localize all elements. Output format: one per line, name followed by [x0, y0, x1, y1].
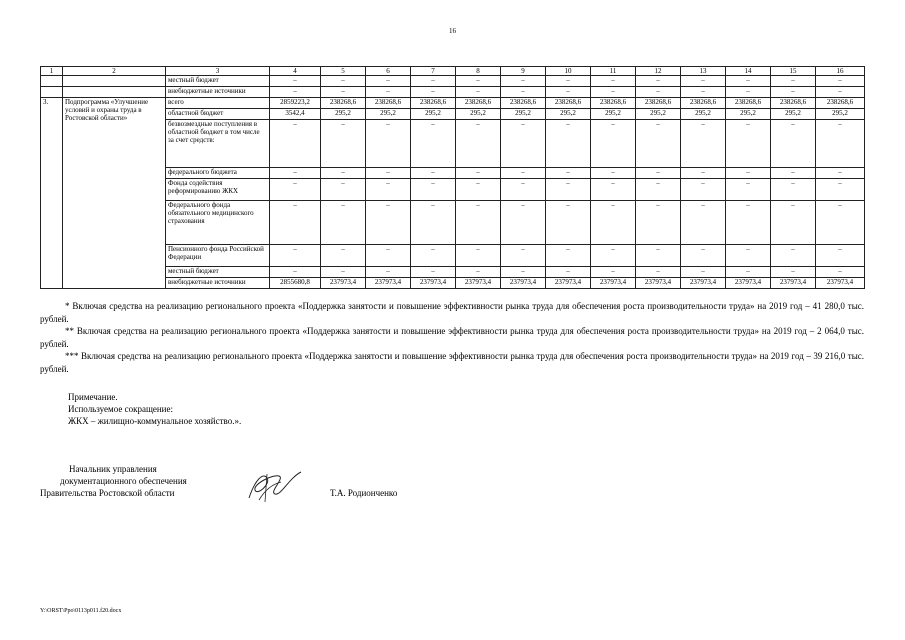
value-cell: –: [816, 179, 865, 201]
value-cell: 237973,4: [681, 278, 726, 289]
file-path: Y:\ORST\Ppo\0113p011.f20.docx: [40, 608, 122, 614]
value-cell: –: [501, 120, 546, 168]
value-cell: –: [681, 245, 726, 267]
value-cell: 238268,6: [816, 98, 865, 109]
header-cell: 11: [591, 67, 636, 76]
value-cell: 237973,4: [591, 278, 636, 289]
value-cell: –: [456, 179, 501, 201]
signer-name: Т.А. Родионченко: [330, 488, 398, 498]
value-cell: 2855680,8: [270, 278, 321, 289]
note-abbr-label: Используемое сокращение:: [68, 404, 173, 414]
value-cell: –: [636, 245, 681, 267]
value-cell: –: [546, 179, 591, 201]
value-cell: 295,2: [411, 109, 456, 120]
header-cell: 13: [681, 67, 726, 76]
value-cell: –: [591, 76, 636, 87]
value-cell: –: [321, 120, 366, 168]
value-cell: –: [726, 245, 771, 267]
value-cell: 295,2: [366, 109, 411, 120]
value-cell: –: [411, 245, 456, 267]
header-cell: 1: [41, 67, 63, 76]
value-cell: –: [270, 168, 321, 179]
value-cell: 238268,6: [321, 98, 366, 109]
value-cell: 295,2: [771, 109, 816, 120]
value-cell: 238268,6: [726, 98, 771, 109]
value-cell: –: [816, 267, 865, 278]
value-cell: –: [411, 87, 456, 98]
header-cell: 12: [636, 67, 681, 76]
value-cell: –: [546, 76, 591, 87]
value-cell: 238268,6: [771, 98, 816, 109]
value-cell: –: [366, 168, 411, 179]
value-cell: –: [636, 87, 681, 98]
value-cell: 237973,4: [411, 278, 456, 289]
value-cell: 238268,6: [501, 98, 546, 109]
value-cell: –: [546, 201, 591, 245]
value-cell: –: [366, 201, 411, 245]
signature-image: [245, 468, 305, 504]
funding-source-cell: федерального бюджета: [166, 168, 270, 179]
value-cell: 237973,4: [546, 278, 591, 289]
value-cell: –: [366, 267, 411, 278]
value-cell: –: [591, 120, 636, 168]
value-cell: –: [321, 245, 366, 267]
table-header-row: [41, 67, 865, 76]
page-number: 16: [449, 27, 456, 35]
value-cell: –: [771, 87, 816, 98]
header-cell: 9: [501, 67, 546, 76]
row-number-cell: [41, 76, 63, 87]
value-cell: –: [591, 179, 636, 201]
header-cell: 6: [366, 67, 411, 76]
value-cell: –: [366, 87, 411, 98]
value-cell: –: [270, 76, 321, 87]
value-cell: –: [591, 245, 636, 267]
value-cell: 295,2: [816, 109, 865, 120]
value-cell: 295,2: [726, 109, 771, 120]
value-cell: –: [321, 87, 366, 98]
header-cell: 14: [726, 67, 771, 76]
value-cell: –: [546, 87, 591, 98]
funding-source-cell: внебюджетные источники: [166, 87, 270, 98]
value-cell: –: [366, 179, 411, 201]
value-cell: –: [816, 168, 865, 179]
value-cell: –: [771, 201, 816, 245]
header-cell: 15: [771, 67, 816, 76]
value-cell: –: [501, 87, 546, 98]
value-cell: –: [771, 267, 816, 278]
value-cell: –: [816, 76, 865, 87]
funding-source-cell: местный бюджет: [166, 76, 270, 87]
value-cell: –: [321, 168, 366, 179]
value-cell: –: [456, 76, 501, 87]
row-number-cell: [41, 87, 63, 98]
value-cell: –: [636, 168, 681, 179]
program-name-cell: Подпрограмма «Улучшение условий и охраны труда в Ростовской области»: [63, 98, 166, 289]
value-cell: 295,2: [546, 109, 591, 120]
signer-title-2: документационного обеспечения: [60, 476, 187, 486]
signer-title-1: Начальник управления: [69, 464, 157, 474]
value-cell: 3542,4: [270, 109, 321, 120]
value-cell: –: [546, 120, 591, 168]
value-cell: 237973,4: [636, 278, 681, 289]
value-cell: –: [501, 179, 546, 201]
value-cell: –: [591, 267, 636, 278]
value-cell: –: [681, 120, 726, 168]
footnote-3: *** Включая средства на реализацию регионального проекта «Поддержка занятости и повышение эффективности рынка труда для обеспечения роста производительности труда» на 2019 год – 39 216,0 тыс. рублей.: [40, 351, 864, 374]
value-cell: –: [771, 120, 816, 168]
value-cell: –: [816, 201, 865, 245]
value-cell: –: [771, 76, 816, 87]
value-cell: –: [546, 267, 591, 278]
value-cell: –: [501, 76, 546, 87]
value-cell: –: [270, 179, 321, 201]
value-cell: –: [321, 179, 366, 201]
funding-source-cell: всего: [166, 98, 270, 109]
program-name-cell: [63, 76, 166, 87]
value-cell: –: [366, 76, 411, 87]
funding-source-cell: Пенсионного фонда Российской Федерации: [166, 245, 270, 267]
funding-source-cell: внебюджетные источники: [166, 278, 270, 289]
program-name-cell: [63, 87, 166, 98]
header-cell: 10: [546, 67, 591, 76]
value-cell: –: [591, 87, 636, 98]
value-cell: –: [816, 87, 865, 98]
header-cell: 7: [411, 67, 456, 76]
value-cell: –: [270, 245, 321, 267]
value-cell: –: [366, 245, 411, 267]
note-abbr-def: ЖКХ – жилищно-коммунальное хозяйство.».: [68, 416, 242, 426]
value-cell: –: [636, 120, 681, 168]
value-cell: 238268,6: [681, 98, 726, 109]
value-cell: 237973,4: [456, 278, 501, 289]
value-cell: –: [411, 120, 456, 168]
value-cell: 237973,4: [816, 278, 865, 289]
value-cell: –: [270, 267, 321, 278]
value-cell: 237973,4: [771, 278, 816, 289]
value-cell: –: [771, 245, 816, 267]
value-cell: –: [816, 245, 865, 267]
value-cell: –: [681, 76, 726, 87]
value-cell: 295,2: [321, 109, 366, 120]
value-cell: –: [771, 179, 816, 201]
value-cell: –: [591, 168, 636, 179]
header-cell: 4: [270, 67, 321, 76]
funding-source-cell: местный бюджет: [166, 267, 270, 278]
value-cell: 238268,6: [636, 98, 681, 109]
value-cell: 238268,6: [546, 98, 591, 109]
value-cell: 238268,6: [456, 98, 501, 109]
value-cell: –: [681, 201, 726, 245]
table-row: [41, 98, 865, 109]
funding-source-cell: областной бюджет: [166, 109, 270, 120]
value-cell: –: [321, 267, 366, 278]
value-cell: –: [726, 179, 771, 201]
value-cell: –: [636, 201, 681, 245]
value-cell: –: [546, 168, 591, 179]
value-cell: –: [726, 76, 771, 87]
table-row: [41, 87, 865, 98]
value-cell: –: [411, 179, 456, 201]
value-cell: 238268,6: [591, 98, 636, 109]
value-cell: –: [636, 76, 681, 87]
value-cell: –: [636, 179, 681, 201]
value-cell: –: [411, 267, 456, 278]
value-cell: –: [636, 267, 681, 278]
value-cell: –: [501, 267, 546, 278]
value-cell: –: [681, 179, 726, 201]
value-cell: –: [411, 76, 456, 87]
footnote-1: * Включая средства на реализацию регионального проекта «Поддержка занятости и повышение эффективности рынка труда для обеспечения роста производительности труда» на 2019 год – 41 280,0 тыс. рублей.: [40, 301, 864, 324]
value-cell: –: [411, 201, 456, 245]
value-cell: –: [681, 267, 726, 278]
value-cell: –: [771, 168, 816, 179]
header-cell: 2: [63, 67, 166, 76]
value-cell: –: [726, 168, 771, 179]
header-cell: 8: [456, 67, 501, 76]
note-title: Примечание.: [68, 392, 118, 402]
footnote-2: ** Включая средства на реализацию регионального проекта «Поддержка занятости и повышение эффективности рынка труда для обеспечения роста производительности труда» на 2019 год – 2 064,0 тыс. рублей.: [40, 326, 864, 349]
value-cell: –: [501, 201, 546, 245]
value-cell: –: [456, 120, 501, 168]
value-cell: 295,2: [456, 109, 501, 120]
value-cell: 237973,4: [321, 278, 366, 289]
value-cell: –: [456, 267, 501, 278]
header-cell: 16: [816, 67, 865, 76]
table-row: [41, 76, 865, 87]
value-cell: –: [270, 201, 321, 245]
header-cell: 3: [166, 67, 270, 76]
value-cell: –: [321, 201, 366, 245]
row-number-cell: 3.: [41, 98, 63, 289]
value-cell: –: [591, 201, 636, 245]
funding-source-cell: Федерального фонда обязательного медицинского страхования: [166, 201, 270, 245]
value-cell: –: [681, 168, 726, 179]
value-cell: –: [456, 87, 501, 98]
value-cell: –: [321, 76, 366, 87]
value-cell: 237973,4: [501, 278, 546, 289]
value-cell: –: [270, 120, 321, 168]
header-cell: 5: [321, 67, 366, 76]
value-cell: –: [726, 120, 771, 168]
value-cell: –: [726, 201, 771, 245]
value-cell: 238268,6: [366, 98, 411, 109]
value-cell: –: [501, 245, 546, 267]
value-cell: 295,2: [681, 109, 726, 120]
value-cell: 237973,4: [366, 278, 411, 289]
value-cell: –: [411, 168, 456, 179]
value-cell: 295,2: [501, 109, 546, 120]
value-cell: –: [546, 245, 591, 267]
value-cell: –: [726, 87, 771, 98]
funding-source-cell: Фонда содействия реформированию ЖКХ: [166, 179, 270, 201]
value-cell: –: [456, 168, 501, 179]
value-cell: –: [681, 87, 726, 98]
value-cell: –: [456, 201, 501, 245]
value-cell: –: [501, 168, 546, 179]
value-cell: 238268,6: [411, 98, 456, 109]
value-cell: 295,2: [636, 109, 681, 120]
value-cell: –: [816, 120, 865, 168]
value-cell: –: [366, 120, 411, 168]
value-cell: 2859223,2: [270, 98, 321, 109]
value-cell: –: [270, 87, 321, 98]
value-cell: –: [726, 267, 771, 278]
value-cell: –: [456, 245, 501, 267]
funding-source-cell: безвозмездные поступления в областной бюджет в том числе за счет средств:: [166, 120, 270, 168]
value-cell: 295,2: [591, 109, 636, 120]
signer-title-3: Правительства Ростовской области: [40, 488, 175, 498]
value-cell: 237973,4: [726, 278, 771, 289]
budget-table: [40, 66, 865, 289]
